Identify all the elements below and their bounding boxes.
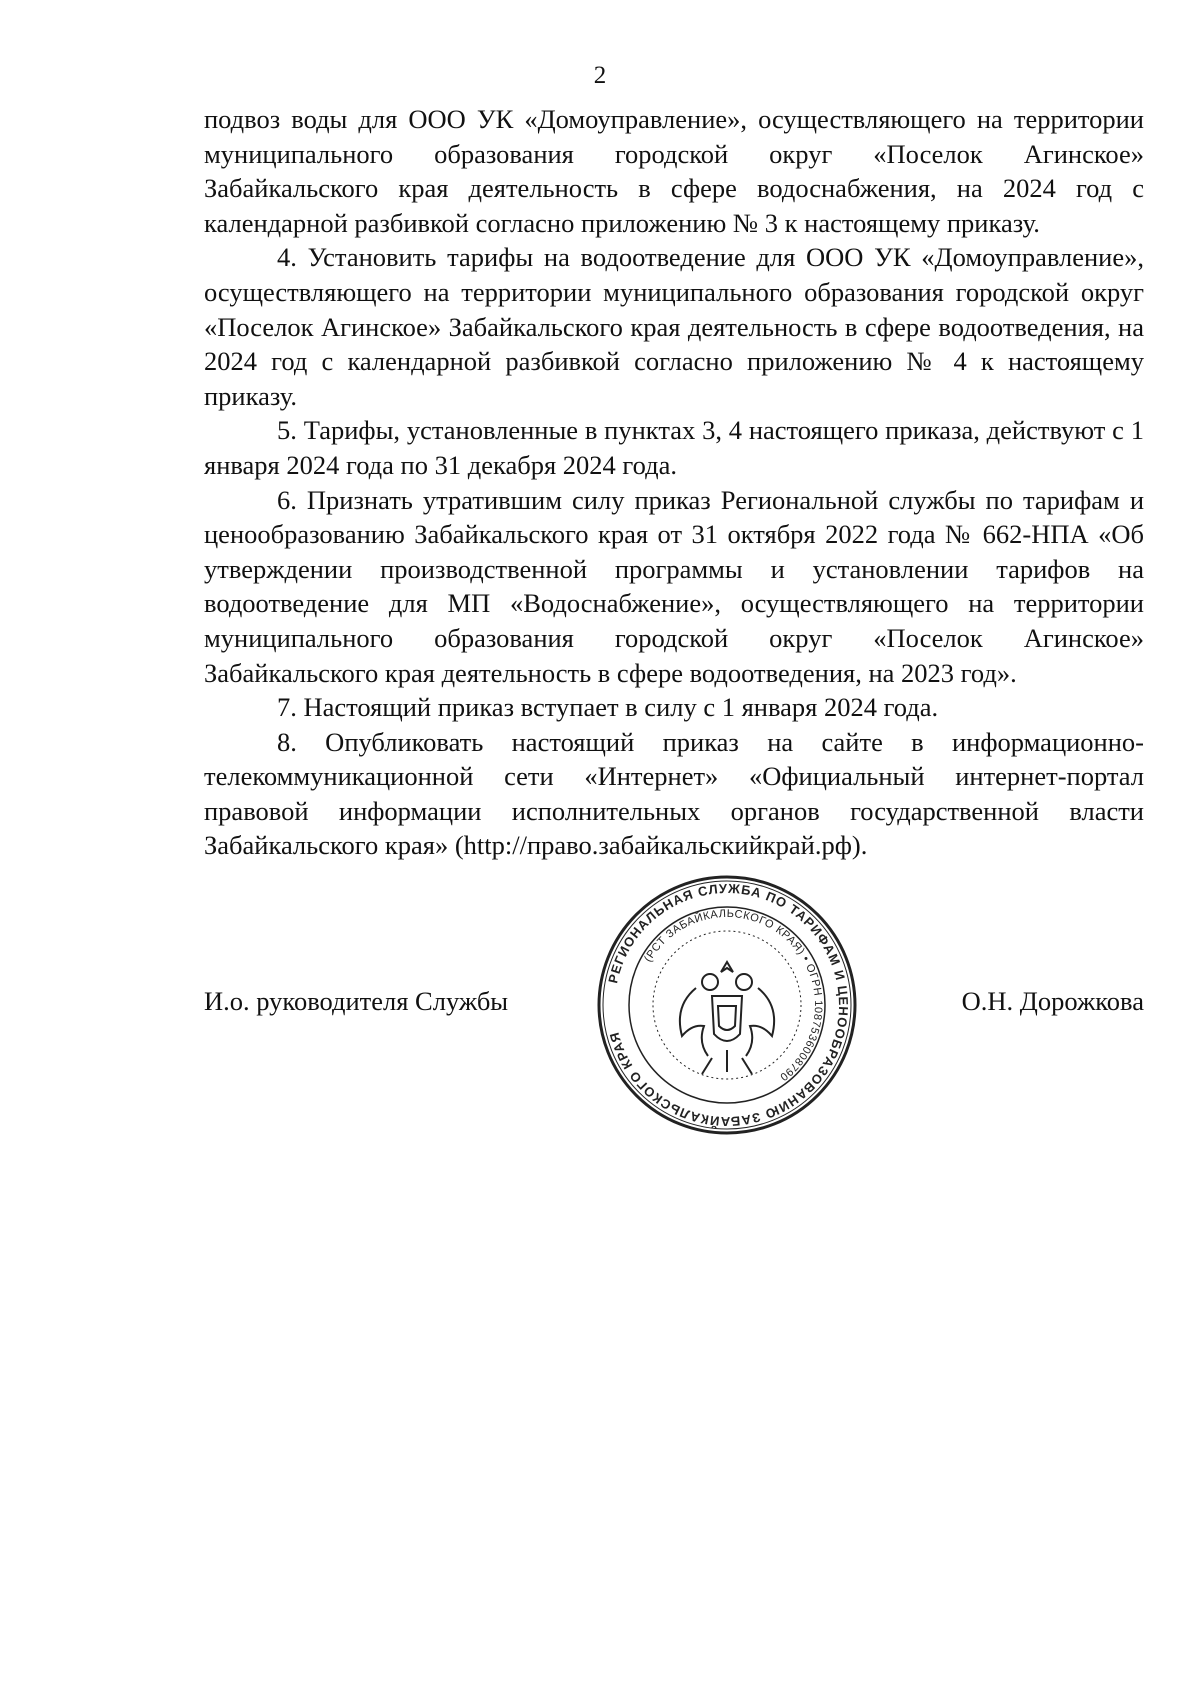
seal-inner-text: (РСТ ЗАБАЙКАЛЬСКОГО КРАЯ) • ОГРН 1087536008790 bbox=[642, 907, 825, 1084]
coat-of-arms-icon bbox=[680, 962, 774, 1074]
paragraph-8: 8. Опубликовать настоящий приказ на сайте в информационно-телекоммуникационной сети «Интернет» «Официальный интернет-портал правовой информации исполнительных органов государственной власти Забайкальского края» (http://право.забайкальскийкрай.рф). bbox=[204, 726, 1144, 861]
paragraph-5: 5. Тарифы, установленные в пунктах 3, 4 настоящего приказа, действуют с 1 января 2024 года по 31 декабря 2024 года. bbox=[204, 415, 1144, 480]
paragraph-4: 4. Установить тарифы на водоотведение для ООО УК «Домоуправление», осуществляющего на территории муниципального образования городской округ «Поселок Агинское» Забайкальского края деятельность в сфере водоотведения, на 2024 год с календарной разбивкой согласно приложению № 4 к настоящему приказу. bbox=[204, 242, 1144, 411]
paragraph-7: 7. Настоящий приказ вступает в силу с 1 января 2024 года. bbox=[277, 692, 939, 723]
seal-outer-text: РЕГИОНАЛЬНАЯ СЛУЖБА ПО ТАРИФАМ И ЦЕНООБРАЗОВАНИЮ ЗАБАЙКАЛЬСКОГО КРАЯ bbox=[605, 880, 852, 1130]
paragraph-3-continuation: подвоз воды для ООО УК «Домоуправление», осуществляющего на территории муниципального образования городской округ «Поселок Агинское» Забайкальского края деятельность в сфере водоснабжения, на 2024 год с календарной разбивкой согласно приложению № 3 к настоящему приказу. bbox=[204, 104, 1144, 238]
paragraph-6: 6. Признать утратившим силу приказ Региональной службы по тарифам и ценообразованию Забайкальского края от 31 октября 2022 года № 662-НПА «Об утверждении производственной программы и установлении тарифов на водоотведение для МП «Водоснабжение», осуществляющего на территории муниципального образования городской округ «Поселок Агинское» Забайкальского края деятельность в сфере водоотведения, на 2023 год». bbox=[204, 484, 1144, 688]
signatory-name: О.Н. Дорожкова bbox=[961, 986, 1144, 1016]
document-body bbox=[204, 102, 1144, 863]
page-number: 2 bbox=[593, 62, 607, 89]
signatory-role: И.о. руководителя Службы bbox=[204, 986, 509, 1016]
official-seal bbox=[592, 870, 862, 1140]
